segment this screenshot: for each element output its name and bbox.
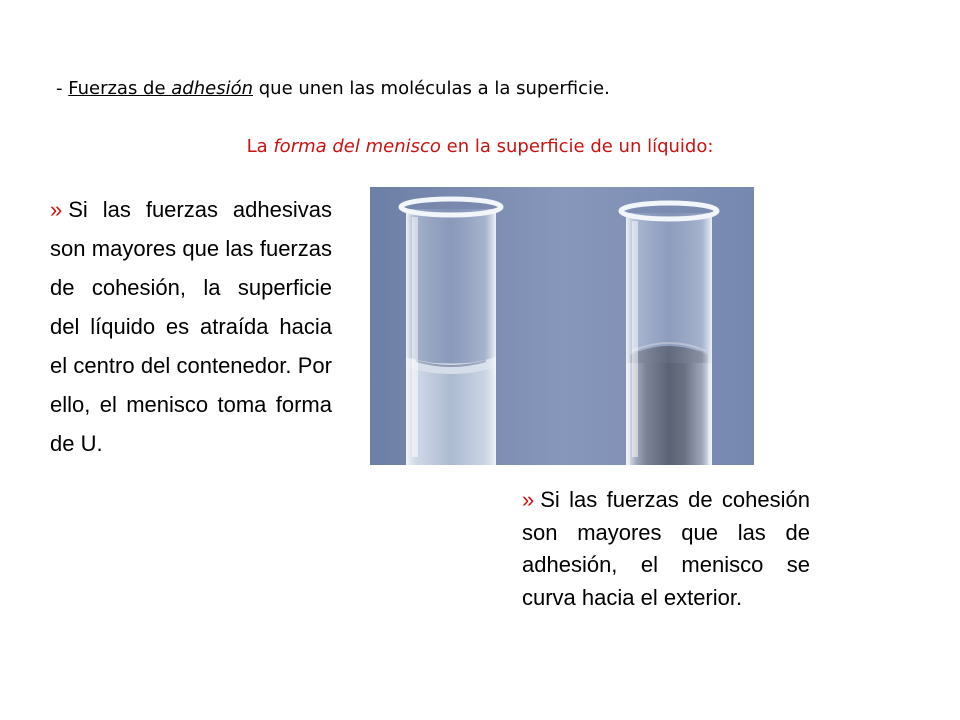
dash: -: [56, 78, 69, 99]
bullet-icon: »: [50, 197, 63, 222]
left-paragraph: [50, 190, 332, 463]
left-test-tube: [401, 199, 501, 465]
right-paragraph: [522, 484, 810, 614]
left-paragraph-text: Si las fuerzas adhesivas son mayores que las fuerzas de cohesión, la superficie del líquido es atraída hacia el centro del contenedor. Por ello, el menisco toma forma de U.: [50, 197, 332, 456]
right-paragraph-text: Si las fuerzas de cohesión son mayores que las de adhesión, el menisco se curva hacia el exterior.: [522, 487, 810, 610]
subheading-rest: en la superficie de un líquido:: [440, 136, 714, 157]
adhesion-label-rest: que unen las moléculas a la superficie.: [253, 78, 610, 99]
adhesion-label-part1: Fuerzas de: [68, 78, 172, 99]
bullet-icon: »: [522, 487, 535, 512]
adhesion-label-italic: adhesión: [171, 78, 254, 99]
meniscus-shape-subheading: [0, 136, 960, 157]
right-test-tube: [621, 203, 717, 465]
subheading-part1: La: [246, 136, 274, 157]
adhesion-forces-line: [56, 78, 610, 99]
subheading-italic: forma del menisco: [273, 136, 441, 157]
test-tubes-meniscus-photo: [370, 187, 754, 465]
